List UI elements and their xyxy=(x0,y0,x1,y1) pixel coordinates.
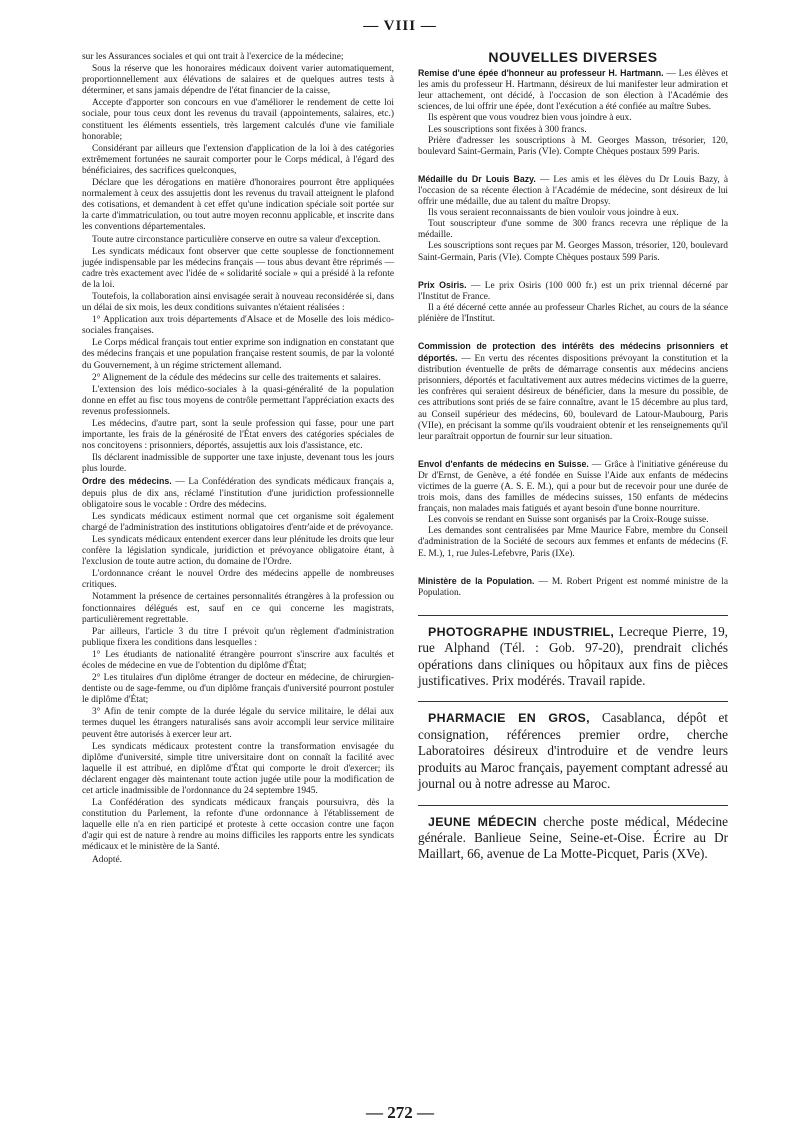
ordre-text: — La Confédération des syndicats médicaux français a, depuis plus de dix ans, réclamé l'institution d'une juridiction professionnelle obligatoire sous le vocable : Ordre des médecins. xyxy=(82,477,394,510)
paragraph: Accepte d'apporter son concours en vue d'améliorer le rendement de cette loi sociale, pour tous ceux dont les revenus du travail (appointements, salaires, etc.) constituent les éléments essentiels, très largement calculés d'une vie familiale honorable; xyxy=(82,98,394,142)
paragraph: Adopté. xyxy=(92,854,122,865)
paragraph: Toutefois, la collaboration ainsi envisagée serait à nouveau reconsidérée si, dans un délai de six mois, les deux conditions suivantes n'étaient réalisées : xyxy=(82,291,394,314)
paragraph: Sous la réserve que les honoraires médicaux doivent varier automatiquement, proportionnellement aux élévations de salaires et de quelques autres tests à déterminer, et sans jamais dépendre de l'état financier de la caisse, xyxy=(82,64,394,97)
paragraph: 2° Alignement de la cédule des médecins sur celle des traitements et salaires. xyxy=(92,372,381,383)
classified-ad xyxy=(418,624,728,690)
classified-ad xyxy=(418,814,728,863)
news-text: Il a été décerné cette année au professeur Charles Richet, au cours de la séance plénière de l'Institut. xyxy=(418,302,728,324)
paragraph: La Confédération des syndicats médicaux français poursuivra, dès la constitution du Parlement, la refonte d'une ordonnance à l'établissement de laquelle elle n'a en rien participé et proteste à cette occasion contre une façon d'agir qui est de nature à rendre au moins difficiles les rapports entre les syndicats médicaux et le ministère de la Santé. xyxy=(82,798,394,853)
paragraph: Toute autre circonstance particulière conserve en outre sa valeur d'exception. xyxy=(92,234,381,245)
paragraph: Le Corps médical français tout entier exprime son indignation en constatant que des médecins français et une population française restent soumis, de par la volonté du Gouvernement, à un régime strictement allemand. xyxy=(82,338,394,371)
news-text: Tout souscripteur d'une somme de 300 francs recevra une réplique de la médaille. xyxy=(418,219,728,241)
ad-text: Lecreque Pierre, 19, rue Alphand (Tél. : Gob. 97-20), prendrait clichés opérations dans cliniques ou hôpitaux aux fins de pièces justificatives. Prix modérés. Travail rapide. xyxy=(418,623,728,689)
paragraph: Notamment la présence de certaines personnalités étrangères à la profession ou fonctionnaires délégués est, sauf en ce qui concerne les magistrats, particulièrement regrettable. xyxy=(82,592,394,625)
news-text: — M. Robert Prigent est nommé ministre de la Population. xyxy=(418,576,728,598)
paragraph: 1° Les étudiants de nationalité étrangère pourront s'inscrire aux facultés et écoles de médecine en vue de l'obtention du diplôme d'État; xyxy=(82,649,394,671)
news-text: Ils vous seraient reconnaissants de bien vouloir vous joindre à eux. xyxy=(428,208,679,219)
news-text: Ils espèrent que vous voudrez bien vous joindre à eux. xyxy=(428,113,632,124)
news-item xyxy=(418,576,728,599)
paragraph: 3° Afin de tenir compte de la durée légale du service militaire, le délai aux termes duquel les étrangers naturalisés sans avoir accompli leur service militaire peuvent être autorisés à exercer leur art. xyxy=(82,707,394,740)
ad-text: cherche poste médical, Médecine générale. Banlieue Seine, Seine-et-Oise. Écrire au Dr Maillart, 66, avenue de La Motte-Picquet, Paris (XVe). xyxy=(418,813,728,862)
paragraph: Considérant par ailleurs que l'extension d'application de la loi à des catégories extrêmement fortunées ne saurait comporter pour le Corps médical, à l'égard des bénéficiaires, des sacrifices quelconques, xyxy=(82,143,394,176)
paragraph: 2° Les titulaires d'un diplôme étranger de docteur en médecine, de chirurgien-dentiste ou de sage-femme, ou d'un diplôme français d'université pourront postuler le diplôme d'État; xyxy=(82,673,394,706)
ad-title: PHARMACIE EN GROS, xyxy=(428,711,590,726)
news-item xyxy=(418,174,728,264)
paragraph: Ils déclarent inadmissible de supporter une taxe injuste, devenant tous les jours plus lourde. xyxy=(82,453,394,475)
news-text: — Les amis et les élèves du Dr Louis Bazy, à l'occasion de sa récente élection à l'Académie de médecine, sont désireux de lui offrir une médaille, due au talent du maître Dropsy. xyxy=(418,174,728,208)
news-title: Ministère de la Population. xyxy=(418,575,535,586)
divider xyxy=(418,701,728,702)
paragraph: 1° Application aux trois départements d'Alsace et de Moselle des lois médico-sociales françaises. xyxy=(82,315,394,337)
news-text: Prière d'adresser les souscriptions à M. Georges Masson, trésorier, 120, boulevard Saint-Germain, Paris (VIe). Compte Chèques postaux 599 Paris. xyxy=(418,135,728,157)
news-text: Les demandes sont centralisées par Mme Maurice Fabre, membre du Conseil d'administration de la Société de secours aux femmes et enfants de médecins (F. E. M.), 1, rue Jules-Lefebvre, Paris (IXe). xyxy=(418,526,728,559)
divider xyxy=(418,615,728,616)
news-title: Commission de protection des intérêts des médecins prisonniers et déportés. xyxy=(418,340,728,364)
ordre-title: Ordre des médecins. xyxy=(82,476,172,487)
paragraph: Les syndicats médicaux protestent contre la transformation envisagée du diplôme d'université, simple titre universitaire dont on connaît la facilité avec laquelle il est attribué, en diplôme d'État qui comporte le droit d'exercer; ils déclarent engager dès maintenant toute action jugée utile pour la modification de cet article inadmissible de l'ordonnance du 24 septembre 1945. xyxy=(82,741,394,796)
news-text: Les souscriptions sont fixées à 300 francs. xyxy=(428,124,587,135)
news-text: — Les élèves et les amis du professeur H. Hartmann, désireux de lui manifester leur admiration et leur attachement, ont décidé, à l'occasion de son élection à l'Académie des sciences, de lui offrir une épée, dont l'exécution a été confiée au maître Subes. xyxy=(418,69,728,113)
ordre-paragraph xyxy=(82,476,394,510)
news-title: Prix Osiris. xyxy=(418,279,467,290)
news-text: — Grâce à l'initiative généreuse du Dr d'Ernst, de Genève, a été fondée en Suisse l'Aide aux enfants de médecins victimes de la guerre (A. S. E. M.), qui a pour but de recevoir pour une durée de trois mois, dans des familles de médecins suisses, 150 enfants de médecins français, non malades mais fatigués et ayant besoin d'une bonne nourriture. xyxy=(418,459,728,515)
page-roman-numeral: — VIII — xyxy=(363,18,437,34)
left-column xyxy=(82,52,394,866)
paragraph: Les syndicats médicaux estiment normal que cet organisme soit également chargé de l'administration des institutions obligatoires d'entr'aide et de prévoyance. xyxy=(82,511,394,533)
classified-ad xyxy=(418,710,728,792)
divider xyxy=(418,805,728,806)
ad-text: Casablanca, dépôt et consignation, références premier ordre, cherche Laboratoires désireux d'introduire et de vendre leurs produits au Maroc français, payement comptant adressé au journal ou à notre adresse au Maroc. xyxy=(418,710,728,792)
ad-title: JEUNE MÉDECIN xyxy=(428,814,537,829)
ad-title: PHOTOGRAPHE INDUSTRIEL, xyxy=(428,624,615,639)
news-title: Médaille du Dr Louis Bazy. xyxy=(418,173,536,184)
news-text: Les souscriptions sont reçues par M. Georges Masson, trésorier, 120, boulevard Saint-Germain, Paris (VIe). Compte Chèques postaux 599 Paris. xyxy=(418,241,728,263)
paragraph: Déclare que les dérogations en matière d'honoraires pourront être appliquées normalement à ceux des assujettis dont les revenus du travail atteignent le plafond des cotisations, et demandent à cet effet qu'une indication spéciale soit portée sur la carte d'immatriculation, ou tout autre moyen reconnu applicable, et inscrite dans les conventions départementales. xyxy=(82,178,394,233)
paragraph: L'extension des lois médico-sociales à la quasi-généralité de la population donne en effet au fisc tous moyens de contrôle permettant l'appréciation exacts des revenus professionnels. xyxy=(82,384,394,417)
news-item xyxy=(418,280,728,325)
news-item xyxy=(418,68,728,158)
paragraph: Les médecins, d'autre part, sont la seule profession qui fasse, pour une part importante, les frais de la générosité de l'État envers des catégories spéciales de nos concitoyens : prisonniers, déportés, assujettis aux lois d'assistance, etc. xyxy=(82,419,394,452)
right-column xyxy=(418,49,728,863)
paragraph: L'ordonnance créant le nouvel Ordre des médecins appelle de nombreuses critiques. xyxy=(82,569,394,591)
paragraph: Par ailleurs, l'article 3 du titre I prévoit qu'un règlement d'administration publique fixera les conditions dans lesquelles : xyxy=(82,626,394,648)
news-text: — En vertu des récentes dispositions prévoyant la constitution et la distribution éventuelle de prêts de démarrage consentis aux médecins anciens prisonniers, déportés et facultativement aux autres médecins victimes de la guerre, les confrères qui seraient désireux de bénéficier, dans la mesure du possible, de ces attributions sont priés de se faire connaître, avant le 15 décembre au plus tard, au Conseil supérieur des médecins, 60, boulevard de Latour-Maubourg, Paris (VIIe), en précisant la somme qu'ils voudraient obtenir et les renseignements qu'il leur paraîtrait opportun de fournir sur leur situation. xyxy=(418,354,728,442)
news-title: Remise d'une épée d'honneur au professeur H. Hartmann. xyxy=(418,68,664,79)
paragraph: Les syndicats médicaux entendent exercer dans leur plénitude les droits que leur confère la législation syndicale, juridiction et prévoyance obligatoire étant, à l'exclusion de toute autre action, du domaine de l'Ordre. xyxy=(82,534,394,568)
news-item xyxy=(418,341,728,443)
page-number: — 272 — xyxy=(366,1103,434,1122)
news-item xyxy=(418,459,728,560)
paragraph: sur les Assurances sociales et qui ont trait à l'exercice de la médecine; xyxy=(82,52,344,62)
section-title: NOUVELLES DIVERSES xyxy=(488,49,658,65)
news-text: Les convois se rendant en Suisse sont organisés par la Croix-Rouge suisse. xyxy=(428,515,709,526)
news-text: — Le prix Osiris (100 000 fr.) est un prix triennal décerné par l'Institut de France. xyxy=(418,280,728,302)
paragraph: Les syndicats médicaux font observer que cette souplesse de fonctionnement jugée indispensable par les médecins français — tous abus devant être réprimés — cadre très exactement avec l'idée de « solidarité sociale » qui a présidé à la refonte de la loi. xyxy=(82,246,394,290)
news-title: Envol d'enfants de médecins en Suisse. xyxy=(418,458,589,469)
